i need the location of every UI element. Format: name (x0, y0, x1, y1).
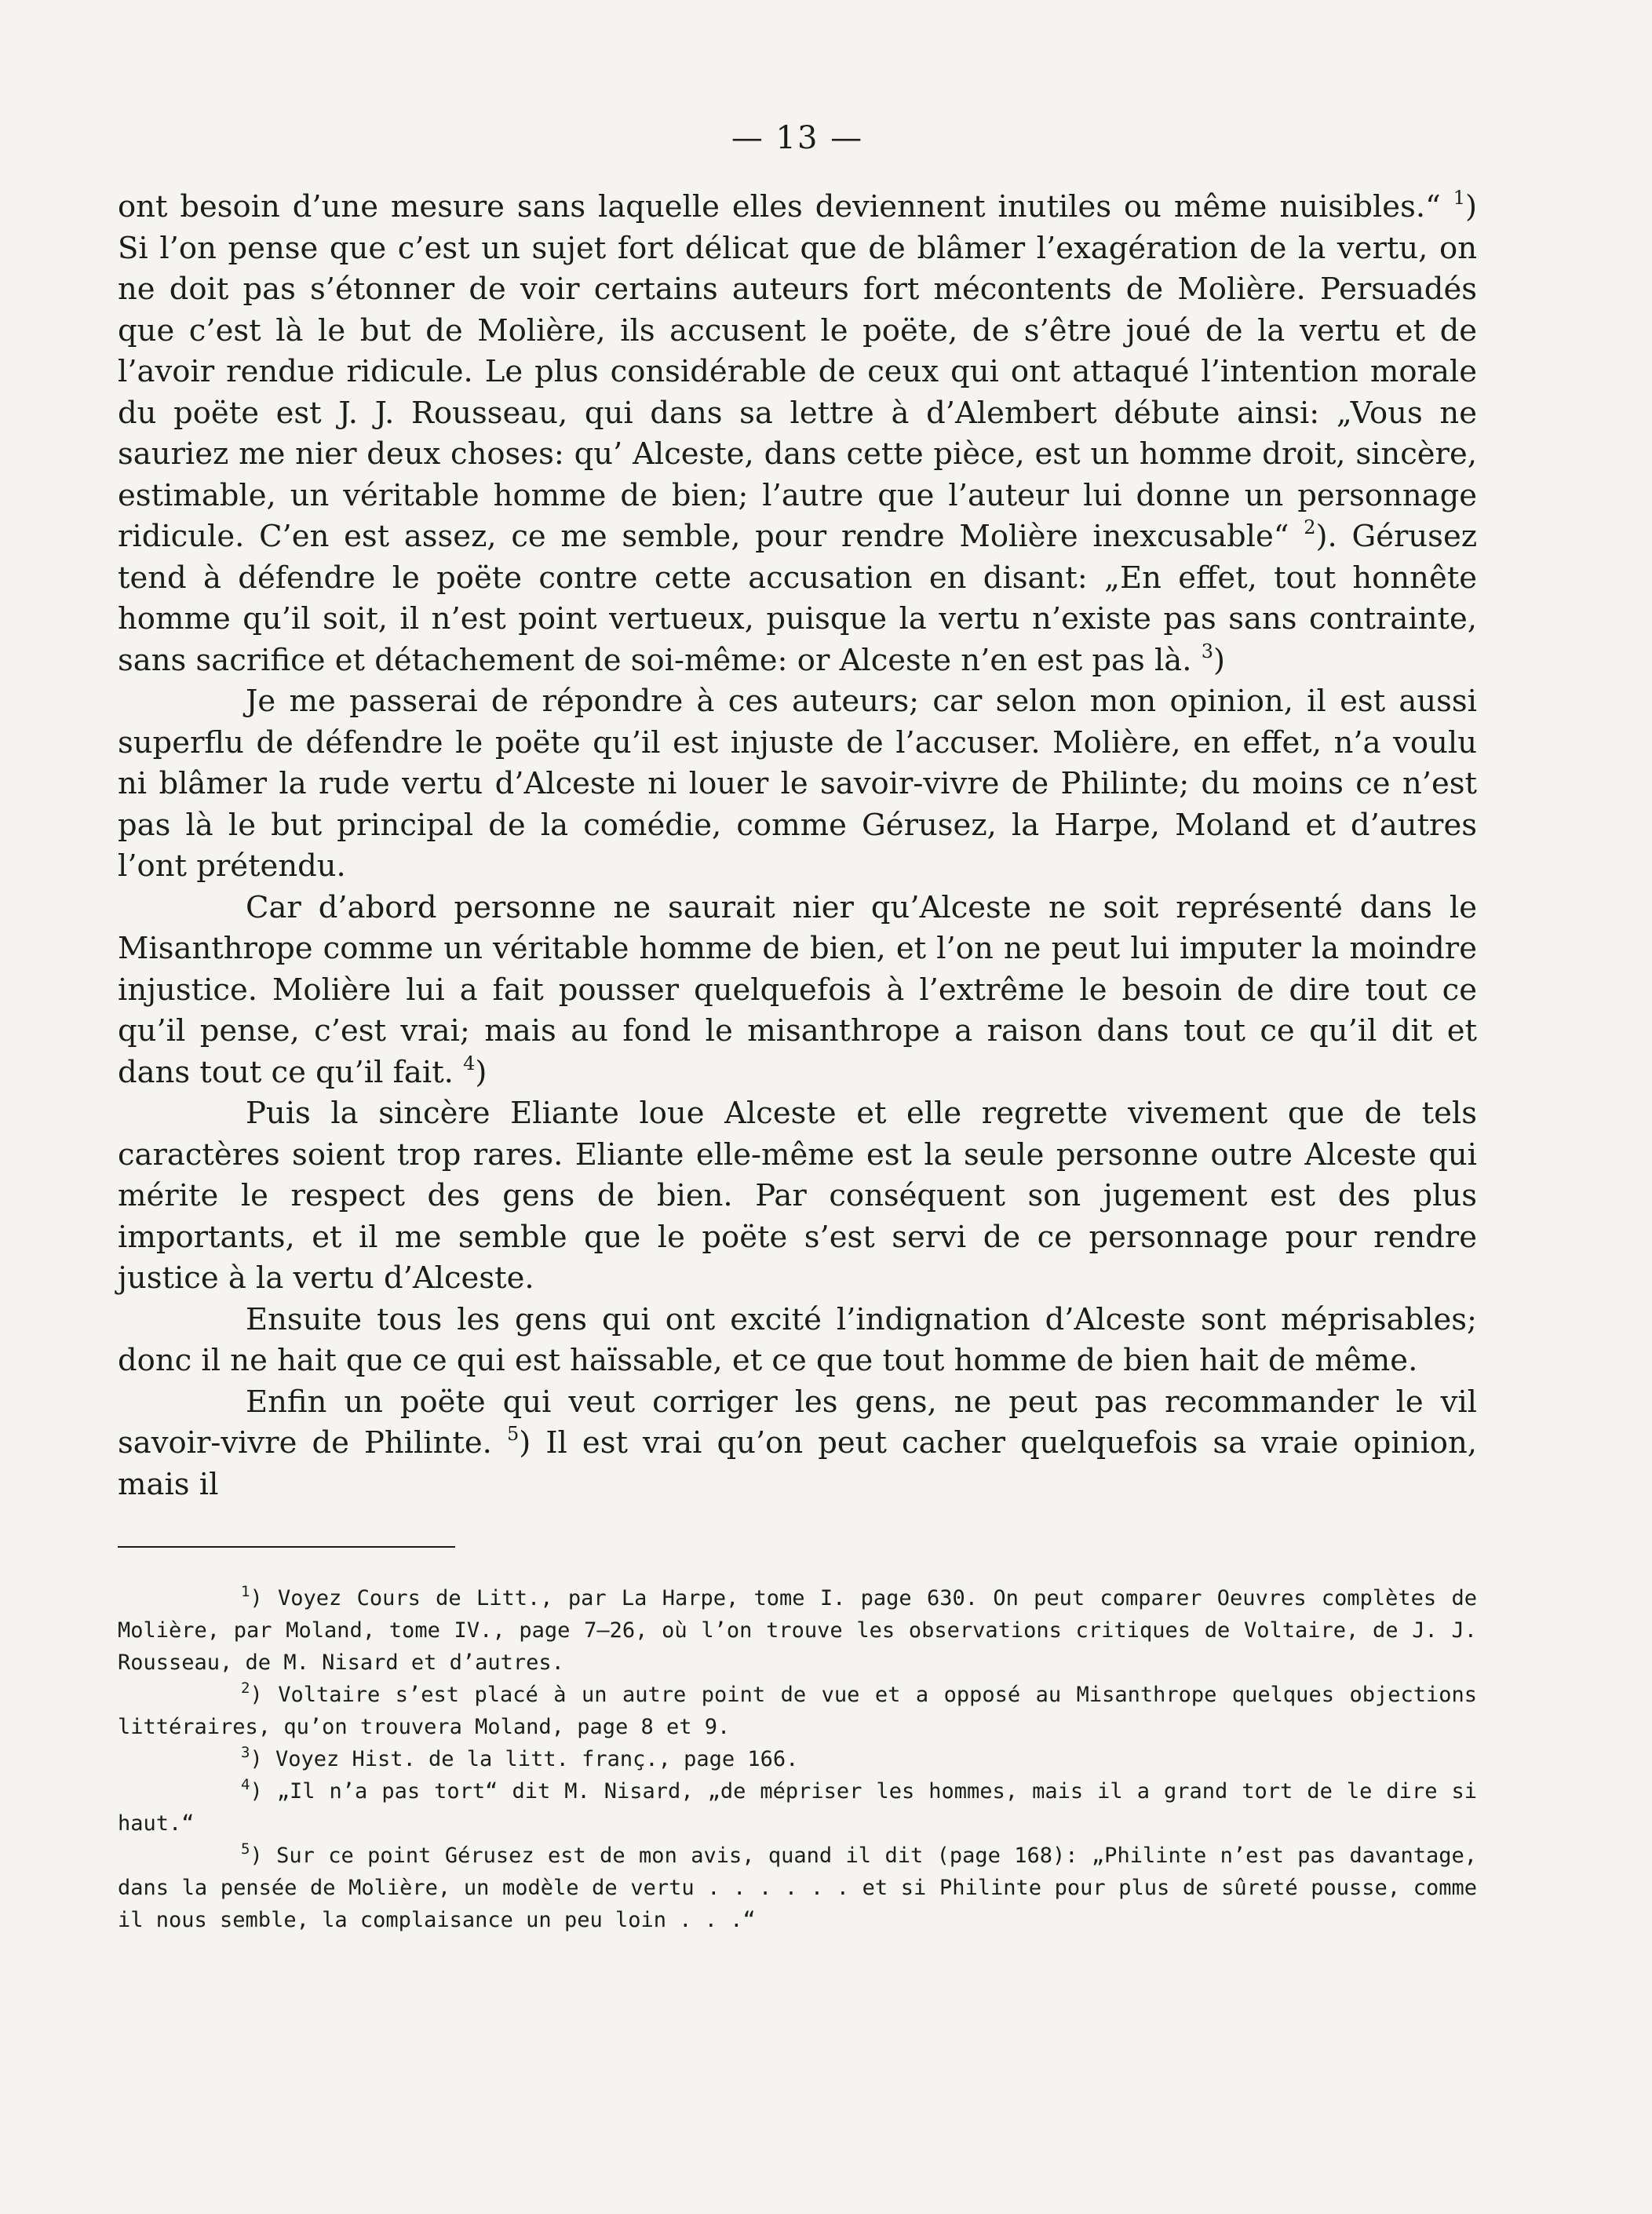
footnote-2 (118, 1679, 1477, 1743)
footnote-1 (118, 1582, 1477, 1679)
paragraph-1-text-a: ont besoin d’une mesure sans laquelle elles deviennent inutiles ou même nuisibles.“ (118, 189, 1453, 224)
footnote-mark-1: 1 (241, 1583, 250, 1600)
footnote-3 (118, 1743, 1477, 1775)
footnote-mark-3: 3 (241, 1744, 250, 1761)
paragraph-4: Puis la sincère Eliante loue Alceste et elle regrette vivement que de tels caractères soient trop rares. Eliante elle-même est la seule personne outre Alceste qui mérite le respect des gens de bien. Par conséquent son jugement est des plus importants, et il me semble que le poëte s’est servi de ce personnage pour rendre justice à la vertu d’Alceste. (118, 1096, 1477, 1296)
footnote-ref-5: 5 (506, 1423, 520, 1445)
footnote-4 (118, 1775, 1477, 1840)
paragraph-5: Ensuite tous les gens qui ont excité l’indignation d’Alceste sont méprisables; donc il ne hait que ce qui est haïssable, et ce que tout homme de bien hait de même. (118, 1301, 1477, 1378)
footnote-mark-4: 4 (241, 1776, 250, 1793)
footnote-ref-1: 1 (1453, 187, 1465, 209)
footnote-ref-3: 3 (1201, 640, 1214, 662)
paragraph-1-text-b: ) Si l’on pense que c’est un sujet fort délicat que de blâmer l’exagération de la vertu, on ne doit pas s’étonner de voir certains auteurs fort mécontents de Molière. Persuadés que c’est là le but de Molière, ils accusent le poëte, de s’être joué de la vertu et de l’avoir rendue ridicule. Le plus considérable de ceux qui ont attaqué l’intention morale du poëte est J. J. Rousseau, qui dans sa lettre à d’Alembert débute ainsi: „Vous ne sauriez me nier deux choses: qu’ Alceste, dans cette pièce, est un homme droit, sincère, estimable, un véritable homme de bien; l’autre que l’auteur lui donne un personnage ridicule. C’en est assez, ce me semble, pour rendre Molière inexcusable“ (118, 189, 1477, 554)
paragraph-6-text-a: Enfin un poëte qui veut corriger les gens, ne peut pas recommander le vil savoir-vivre de Philinte. (118, 1384, 1477, 1461)
footnotes (118, 1582, 1477, 1936)
page-number: — 13 — (731, 120, 864, 156)
footnote-mark-2: 2 (241, 1680, 250, 1697)
footnote-ref-2: 2 (1304, 516, 1316, 538)
footnote-text-3: ) Voyez Hist. de la litt. franç., page 166. (250, 1747, 799, 1771)
paragraph-3-text-b: ) (475, 1054, 487, 1090)
footnote-text-1: ) Voyez Cours de Litt., par La Harpe, tome I. page 630. On peut comparer Oeuvres complètes de Molière, par Moland, tome IV., page 7—26, où l’on trouve les observations critiques de Voltaire, de J. J. Rousseau, de M. Nisard et d’autres. (118, 1586, 1477, 1675)
footnote-text-5: ) Sur ce point Gérusez est de mon avis, quand il dit (page 168): „Philinte n’est pas davantage, dans la pensée de Molière, un modèle de vertu . . . . . . et si Philinte pour plus de sûreté pousse, comme il nous semble, la complaisance un peu loin . . .“ (118, 1844, 1477, 1932)
paragraph-1-text-c: ). Gérusez tend à défendre le poëte contre cette accusation en disant: „En effet, tout honnête homme qu’il soit, il n’est point vertueux, puisque la vertu n’existe pas sans contrainte, sans sacrifice et détachement de soi-même: or Alceste n’en est pas là. (118, 519, 1478, 678)
footnote-separator (118, 1546, 455, 1548)
footnote-text-2: ) Voltaire s’est placé à un autre point de vue et a opposé au Misanthrope quelques objections littéraires, qu’on trouvera Moland, page 8 et 9. (118, 1683, 1477, 1739)
paragraph-3-text-a: Car d’abord personne ne saurait nier qu’Alceste ne soit représenté dans le Misanthrope comme un véritable homme de bien, et l’on ne peut lui imputer la moindre injustice. Molière lui a fait pousser quelquefois à l’extrême le besoin de dire tout ce qu’il pense, c’est vrai; mais au fond le misanthrope a raison dans tout ce qu’il dit et dans tout ce qu’il fait. (118, 889, 1477, 1090)
paragraph-2: Je me passerai de répondre à ces auteurs; car selon mon opinion, il est aussi superflu de défendre le poëte qu’il est injuste de l’accuser. Molière, en effet, n’a voulu ni blâmer la rude vertu d’Alceste ni louer le savoir-vivre de Philinte; du moins ce n’est pas là le but principal de la comédie, comme Gérusez, la Harpe, Moland et d’autres l’ont prétendu. (118, 684, 1477, 884)
paragraph-6-text-b: ) Il est vrai qu’on peut cacher quelquefois sa vraie opinion, mais il (118, 1425, 1477, 1502)
paragraph-1-text-d: ) (1213, 642, 1226, 678)
footnote-text-4: ) „Il n’a pas tort“ dit M. Nisard, „de mépriser les hommes, mais il a grand tort de le dire si haut.“ (118, 1779, 1477, 1836)
paragraph-3 (118, 888, 1477, 1094)
footnote-ref-4: 4 (463, 1052, 476, 1074)
body-text (118, 187, 1477, 1505)
footnote-5 (118, 1840, 1477, 1936)
footnote-mark-5: 5 (241, 1840, 250, 1858)
paragraph-6 (118, 1382, 1477, 1506)
paragraph-1 (118, 187, 1477, 681)
document-page (118, 118, 1477, 1936)
